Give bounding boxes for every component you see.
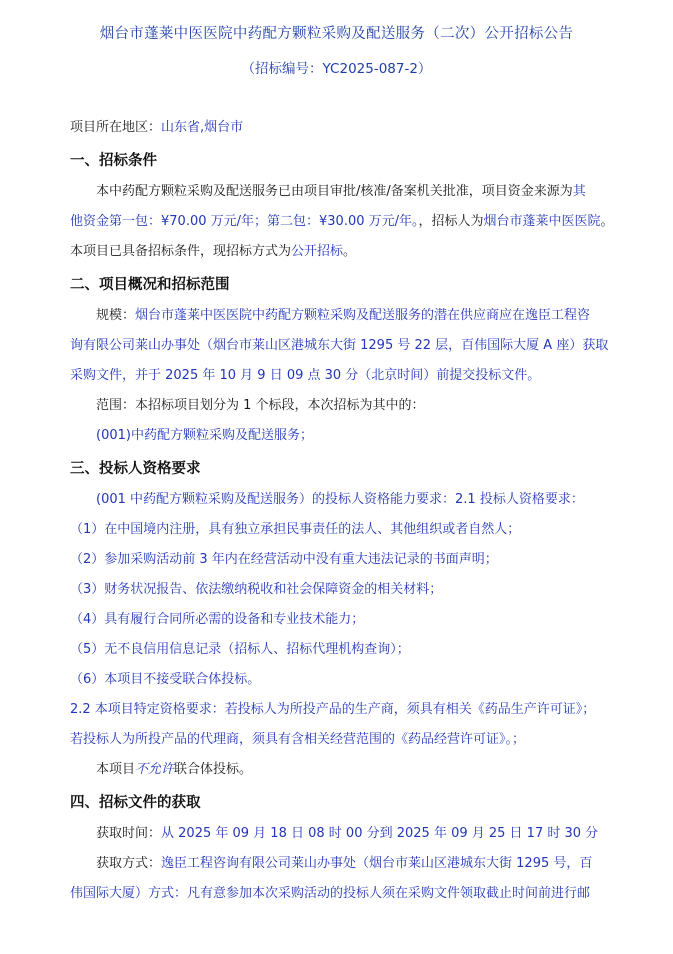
project-location (70, 113, 603, 143)
section-heading-qualifications: 三、投标人资格要求 (70, 461, 201, 477)
section-heading-conditions: 一、招标条件 (70, 153, 157, 169)
special-qualification: 2.2 本项目特定资格要求：若投标人为所投产品的生产商，须具有相关《药品生产许可证》； (70, 702, 596, 717)
text-span: 。 (343, 244, 357, 259)
text-span: 获取方式： (96, 856, 162, 871)
qualification-item: （6）本项目不接受联合体投标。 (70, 672, 261, 687)
time-value: 从 2025 年 09 月 18 日 08 时 00 分到 2025 年 09 月 25 日 17 时 30 分 (161, 826, 599, 841)
paragraph-line (70, 237, 603, 267)
consortium-status: 不允许 (135, 762, 175, 777)
acquisition-method (70, 849, 603, 879)
text-span: 本项目 (96, 762, 136, 777)
text-span: 规模： (96, 308, 136, 323)
paragraph-line: 采购文件，并于 2025 年 10 月 9 日 09 点 30 分（北京时间）前提交投标文件。 (70, 368, 541, 383)
tenderer-name: 烟台市蓬莱中医医院 (483, 214, 601, 229)
special-qualification: 若投标人为所投产品的代理商，须具有含相关经营范围的《药品经营许可证》。； (70, 732, 526, 747)
tender-method: 公开招标 (291, 244, 344, 259)
section-heading-overview: 二、项目概况和招标范围 (70, 277, 230, 293)
lot-line: (001)中药配方颗粒采购及配送服务； (96, 428, 313, 443)
qualification-item: （5）无不良信用信息记录（招标人、招标代理机构查询）； (70, 642, 410, 657)
paragraph-line (70, 207, 614, 237)
document-page (0, 22, 673, 954)
qualification-item: （1）在中国境内注册，具有独立承担民事责任的法人、其他组织或者自然人； (70, 522, 521, 537)
qualification-item: （4）具有履行合同所必需的设备和专业技术能力； (70, 612, 365, 627)
text-span: 。 (600, 214, 614, 229)
consortium-line (70, 755, 603, 785)
funding-amounts: 他资金第一包：¥70.00 万元/年；第二包：¥30.00 万元/年。 (70, 214, 419, 229)
location-value: 山东省,烟台市 (161, 120, 244, 135)
paragraph-line (70, 177, 603, 207)
paragraph-line: 伟国际大厦）方式：凡有意参加本次采购活动的投标人须在采购文件领取截止时间前进行邮 (70, 886, 591, 901)
method-value: 逸臣工程咨询有限公司莱山办事处（烟台市莱山区港城东大街 1295 号，百 (161, 856, 593, 871)
text-span: 联合体投标。 (174, 762, 253, 777)
text-span: 本中药配方颗粒采购及配送服务已由项目审批/核准/备案机关批准，项目资金来源为 (96, 184, 573, 199)
paragraph-line (70, 301, 603, 331)
text-span: ，招标人为 (418, 214, 484, 229)
paragraph-line: 询有限公司莱山办事处（烟台市莱山区港城东大街 1295 号 22 层，百伟国际大厦 A 座）获取 (70, 338, 609, 353)
acquisition-time (70, 819, 603, 849)
text-span: 获取时间： (96, 826, 162, 841)
text-span: 烟台市蓬莱中医医院中药配方颗粒采购及配送服务的潜在供应商应在逸臣工程咨 (135, 308, 591, 323)
qualification-intro: (001 中药配方颗粒采购及配送服务）的投标人资格能力要求：2.1 投标人资格要求： (96, 492, 584, 507)
document-title: 烟台市蓬莱中医医院中药配方颗粒采购及配送服务（二次）公开招标公告 (99, 26, 574, 42)
section-heading-documents: 四、招标文件的获取 (70, 795, 201, 811)
text-span: 其 (572, 184, 586, 199)
qualification-item: （2）参加采购活动前 3 年内在经营活动中没有重大违法记录的书面声明； (70, 552, 498, 567)
text-span: 本项目已具备招标条件，现招标方式为 (70, 244, 292, 259)
location-label: 项目所在地区： (70, 120, 162, 135)
qualification-item: （3）财务状况报告、依法缴纳税收和社会保障资金的相关材料； (70, 582, 443, 597)
scope-line: 范围：本招标项目划分为 1 个标段，本次招标为其中的： (96, 398, 425, 413)
tender-code: （招标编号：YC2025-087-2） (241, 61, 432, 77)
